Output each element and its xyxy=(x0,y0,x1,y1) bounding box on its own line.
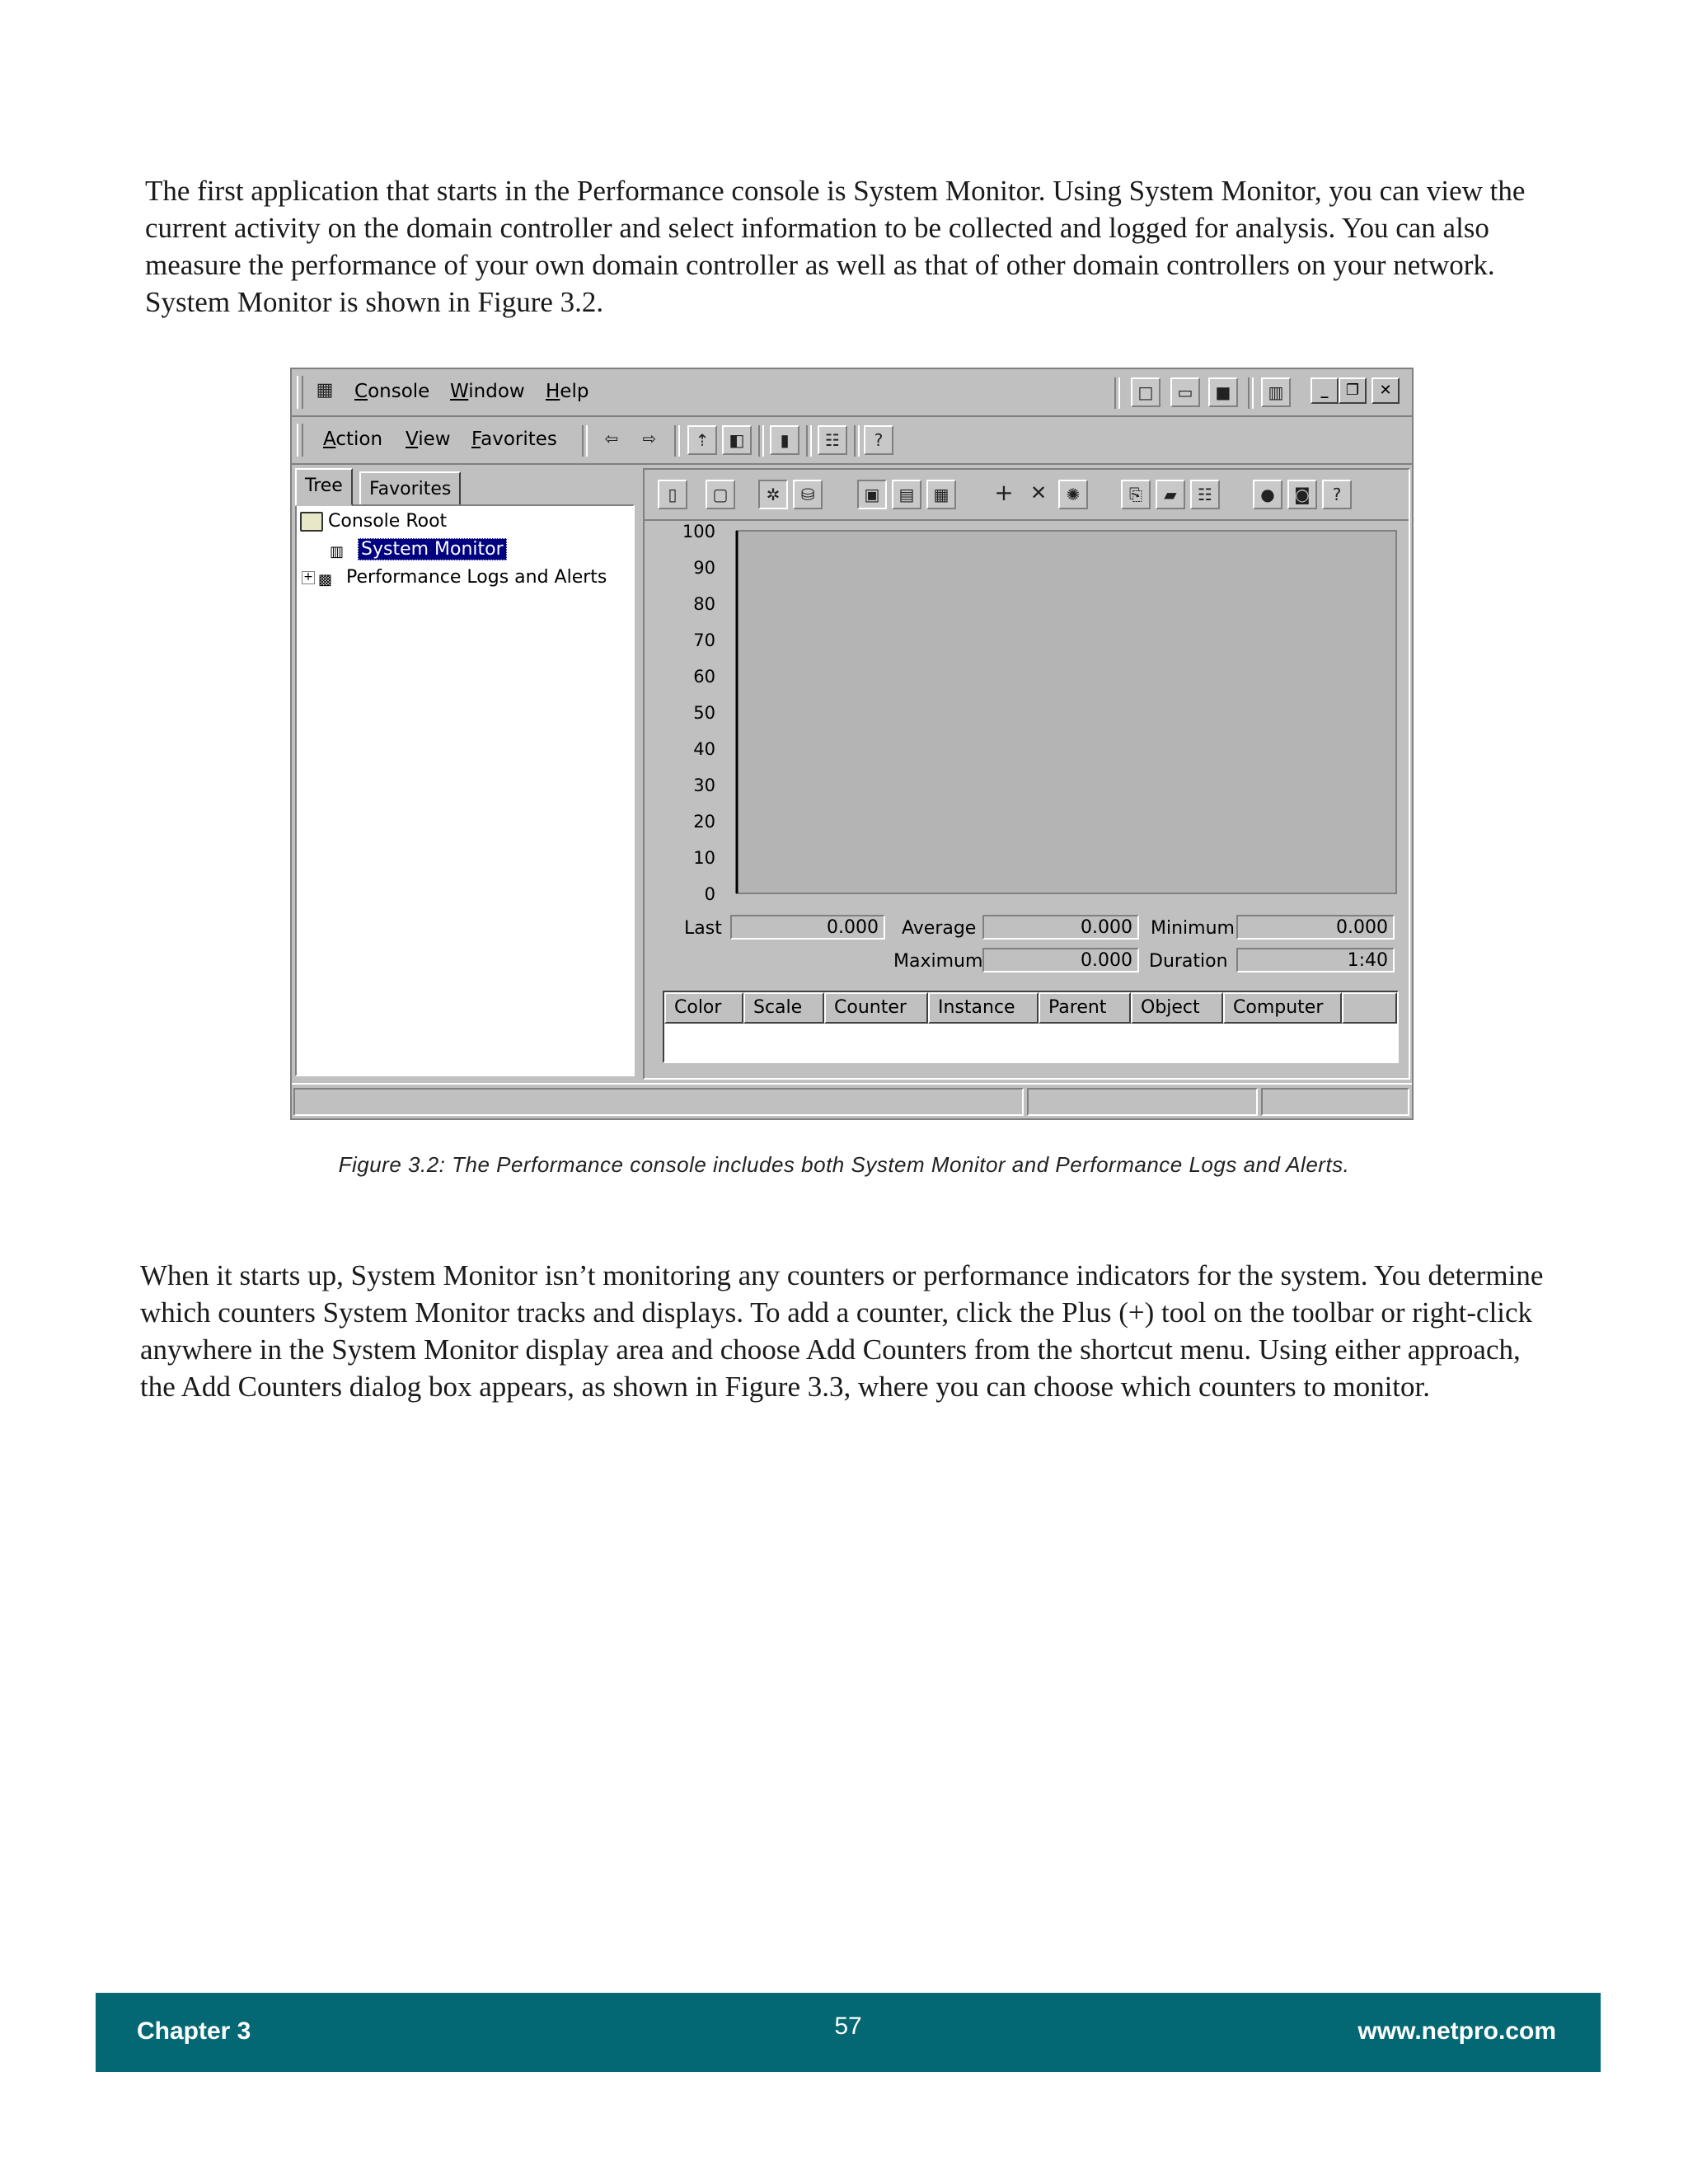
delete-counter-icon[interactable]: ✕ xyxy=(1029,481,1048,504)
paste-counter-list-icon[interactable]: ▰ xyxy=(1156,480,1185,509)
maximum-label: Maximum xyxy=(893,951,983,972)
figure-caption: Figure 3.2: The Performance console includes both System Monitor and Performance Logs and Alerts. xyxy=(338,1152,1350,1177)
copy-properties-icon[interactable]: ⎘ xyxy=(1121,480,1151,509)
view-current-activity-icon[interactable]: ✲ xyxy=(758,480,788,509)
y-tick-label: 0 xyxy=(704,884,715,904)
y-tick-label: 70 xyxy=(693,630,715,650)
add-counter-icon[interactable]: + xyxy=(994,479,1014,506)
tab-tree[interactable]: Tree xyxy=(295,468,353,506)
column-counter[interactable]: Counter xyxy=(824,992,928,1024)
forward-arrow-icon[interactable]: ⇨ xyxy=(642,429,657,448)
folder-icon xyxy=(300,512,323,532)
last-value: 0.000 xyxy=(730,915,885,940)
column-parent[interactable]: Parent xyxy=(1039,992,1131,1024)
properties-icon[interactable]: ☷ xyxy=(818,425,847,455)
status-cell-middle xyxy=(1027,1088,1258,1116)
last-label: Last xyxy=(684,918,722,939)
intro-paragraph: The first application that starts in the Performance console is System Monitor. Using System Monitor, you can view the current activity on the domain controller and select information to be collected and logged for analysis. You can also measure the performance of your own domain controller as well as that of other domain controllers on your network. System Monitor is shown in Figure 3.2. xyxy=(145,175,1526,318)
y-tick-label: 90 xyxy=(693,558,715,578)
y-tick-label: 60 xyxy=(693,667,715,687)
system-monitor-toolbar xyxy=(645,470,1409,521)
maximum-value: 0.000 xyxy=(982,948,1139,972)
view-log-data-icon[interactable]: ⛁ xyxy=(793,480,823,509)
open-folder-icon[interactable]: ▭ xyxy=(1170,377,1200,407)
graph-plot-area[interactable] xyxy=(737,531,1396,893)
back-arrow-icon[interactable]: ⇦ xyxy=(604,429,619,448)
y-tick-label: 40 xyxy=(693,739,715,759)
average-value: 0.000 xyxy=(982,915,1139,940)
tree-item-performance-logs[interactable]: + ▩ Performance Logs and Alerts xyxy=(302,565,607,590)
menu-favorites[interactable]: Favorites xyxy=(471,429,557,450)
tab-favorites[interactable]: Favorites xyxy=(359,471,461,506)
expand-icon[interactable]: + xyxy=(302,571,315,584)
menu-help[interactable]: Help xyxy=(546,381,589,402)
column-blank[interactable] xyxy=(1342,992,1397,1024)
menu-window[interactable]: Window xyxy=(450,381,525,402)
y-tick-label: 100 xyxy=(682,522,715,541)
help-icon[interactable]: ? xyxy=(864,425,893,455)
column-color[interactable]: Color xyxy=(664,992,743,1024)
clear-display-icon[interactable]: ▢ xyxy=(706,480,735,509)
menu-action[interactable]: Action xyxy=(323,429,383,450)
duration-label: Duration xyxy=(1149,951,1228,972)
counter-legend[interactable] xyxy=(663,991,1399,1063)
left-pane xyxy=(292,468,640,1080)
performance-console-screenshot xyxy=(290,368,1414,1120)
save-icon[interactable]: ■ xyxy=(1208,377,1238,407)
y-tick-label: 10 xyxy=(693,848,715,868)
update-data-icon[interactable]: ◙ xyxy=(1287,480,1317,509)
close-button[interactable]: ✕ xyxy=(1372,377,1400,404)
status-cell-right xyxy=(1261,1088,1409,1116)
system-monitor-icon: ▥ xyxy=(330,543,345,560)
menu-view[interactable]: View xyxy=(406,429,451,450)
restore-button[interactable]: ❐ xyxy=(1339,377,1367,404)
y-tick-label: 20 xyxy=(693,812,715,832)
show-hide-tree-icon[interactable]: ◧ xyxy=(722,425,752,455)
status-cell-main xyxy=(293,1088,1024,1116)
menu-console[interactable]: Console xyxy=(354,381,430,402)
status-bar xyxy=(292,1083,1412,1120)
sm-properties-icon[interactable]: ☷ xyxy=(1190,480,1220,509)
y-tick-label: 80 xyxy=(693,594,715,614)
y-tick-label: 30 xyxy=(693,776,715,795)
duration-value: 1:40 xyxy=(1236,948,1395,972)
view-graph-icon[interactable]: ▣ xyxy=(857,480,887,509)
up-one-level-icon[interactable]: ⇡ xyxy=(687,425,717,455)
column-instance[interactable]: Instance xyxy=(928,992,1039,1024)
console-tree xyxy=(295,504,635,1076)
actionbar-grip[interactable] xyxy=(297,424,303,457)
highlight-icon[interactable]: ✺ xyxy=(1058,480,1088,509)
logs-alerts-icon: ▩ xyxy=(318,571,333,588)
view-report-icon[interactable]: ▦ xyxy=(926,480,956,509)
new-counter-set-icon[interactable]: ▯ xyxy=(658,480,687,509)
y-tick-label: 50 xyxy=(693,703,715,723)
system-monitor-graph[interactable] xyxy=(645,519,1409,931)
tree-item-console-root[interactable]: Console Root xyxy=(300,509,447,534)
footer-chapter: Chapter 3 xyxy=(137,2018,251,2045)
column-object[interactable]: Object xyxy=(1131,992,1223,1024)
action-bar xyxy=(292,417,1412,465)
column-scale[interactable]: Scale xyxy=(743,992,824,1024)
second-paragraph: When it starts up, System Monitor isn’t monitoring any counters or performance indicators for the system. You determine which counters System Monitor tracks and displays. To add a counter, click the Plus (+) tool on the toolbar or right-click anywhere in the System Monitor display area and choose Add Counters from the shortcut menu. Using either approach, the Add Counters dialog box appears, as shown in Figure 3.3, where you can choose which counters to monitor. xyxy=(140,1259,1544,1403)
minimum-label: Minimum xyxy=(1151,918,1235,939)
page-footer xyxy=(96,1993,1601,2072)
average-label: Average xyxy=(902,918,977,939)
sm-help-icon[interactable]: ? xyxy=(1322,480,1352,509)
freeze-display-icon[interactable]: ● xyxy=(1253,480,1282,509)
footer-page-number: 57 xyxy=(834,2013,862,2040)
footer-website[interactable]: www.netpro.com xyxy=(1357,2018,1556,2045)
delete-icon[interactable]: ▮ xyxy=(770,425,799,455)
view-histogram-icon[interactable]: ▤ xyxy=(892,480,921,509)
menubar-grip[interactable] xyxy=(297,376,303,409)
new-file-icon[interactable]: □ xyxy=(1131,377,1160,407)
new-window-icon[interactable]: ▥ xyxy=(1261,377,1291,407)
minimize-button[interactable]: _ xyxy=(1311,377,1339,404)
column-computer[interactable]: Computer xyxy=(1223,992,1342,1024)
system-monitor-pane xyxy=(643,468,1410,1080)
minimum-value: 0.000 xyxy=(1236,915,1395,940)
tree-item-system-monitor[interactable]: ▥ System Monitor xyxy=(330,537,507,562)
console-app-icon: ▦ xyxy=(316,380,334,401)
menu-bar xyxy=(292,369,1412,417)
